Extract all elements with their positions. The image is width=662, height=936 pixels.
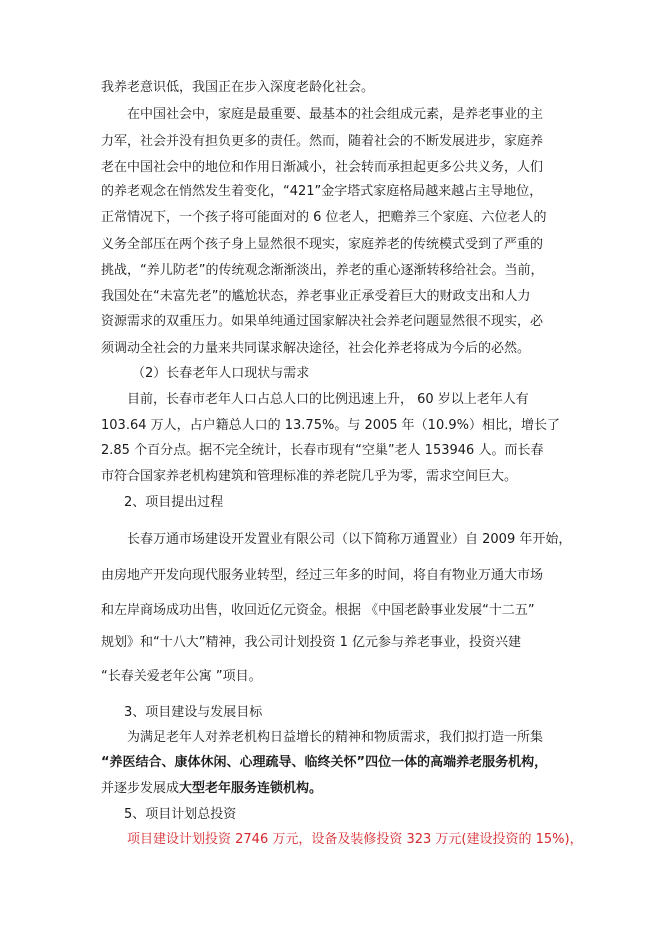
text-line: 义务全部压在两个孩子身上显然很不现实，家庭养老的传统模式受到了严重的 — [101, 237, 544, 252]
section-heading: （2）长春老年人口现状与需求 — [132, 366, 310, 381]
text-line: 2.85 个百分点。据不完全统计，长春市现有“空巢”老人 153946 人。而长春 — [101, 443, 544, 458]
text-line: 市符合国家养老机构建筑和管理标准的养老院几乎为零，需求空间巨大。 — [101, 469, 518, 484]
text-line: 在中国社会中，家庭是最重要、最基本的社会组成元素，是养老事业的主 — [127, 107, 544, 122]
text-line: 正常情况下，一个孩子将可能面对的 6 位老人，把赡养三个家庭、六位老人的 — [101, 210, 547, 225]
text-line: 老在中国社会中的地位和作用日渐减小，社会转而承担起更多公共义务，人们 — [101, 160, 544, 175]
text-segment-bold: 大型老年服务连锁机构。 — [179, 781, 323, 796]
text-line — [101, 781, 322, 797]
text-line: 长春万通市场建设开发置业有限公司（以下简称万通置业）自 2009 年开始， — [127, 532, 572, 547]
text-line: 和左岸商场成功出售，收回近亿元资金。根据 《中国老龄事业发展“十二五” — [101, 603, 535, 618]
text-line: 挑战，“养儿防老”的传统观念渐渐淡出，养老的重心逐渐转移给社会。当前， — [101, 263, 544, 278]
text-line-red: 项目建设计划投资 2746 万元，设备及装修投资 323 万元(建设投资的 15%)， — [127, 832, 583, 847]
text-line: 的养老观念在悄然发生着变化，“421”金字塔式家庭格局越来越占主导地位， — [101, 184, 543, 199]
text-line: 由房地产开发向现代服务业转型，经过三年多的时间，将自有物业万通大市场 — [101, 568, 544, 583]
text-line: 我国处在“未富先老”的尴尬状态，养老事业正承受着巨大的财政支出和人力 — [101, 289, 531, 304]
text-line: “长春关爱老年公寓 ”项目。 — [101, 669, 262, 684]
text-line: 资源需求的双重压力。如果单纯通过国家解决社会养老问题显然很不现实，必 — [101, 314, 544, 329]
section-heading: 3、项目建设与发展目标 — [124, 705, 263, 720]
text-line: 力军，社会并没有担负更多的责任。然而，随着社会的不断发展进步，家庭养 — [101, 134, 544, 149]
text-line: 我养老意识低，我国正在步入深度老龄化社会。 — [101, 80, 375, 95]
text-line-bold: “养医结合、康体休闲、心理疏导、临终关怀”四位一体的高端养老服务机构， — [101, 755, 548, 770]
text-line: 规划》和“十八大”精神，我公司计划投资 1 亿元参与养老事业，投资兴建 — [101, 635, 522, 650]
section-heading: 2、项目提出过程 — [124, 495, 224, 510]
text-line: 目前，长春市老年人口占总人口的比例迅速上升， 60 岁以上老年人有 — [127, 392, 529, 407]
text-segment: 并逐步发展成 — [101, 781, 180, 796]
text-line: 须调动全社会的力量来共同谋求解决途径，社会化养老将成为今后的必然。 — [101, 341, 531, 356]
section-heading: 5、项目计划总投资 — [124, 807, 237, 822]
text-line: 为满足老年人对养老机构日益增长的精神和物质需求，我们拟打造一所集 — [127, 730, 544, 745]
text-line: 103.64 万人，占户籍总人口的 13.75%。与 2005 年（10.9%）相比，增长了 — [101, 418, 560, 433]
